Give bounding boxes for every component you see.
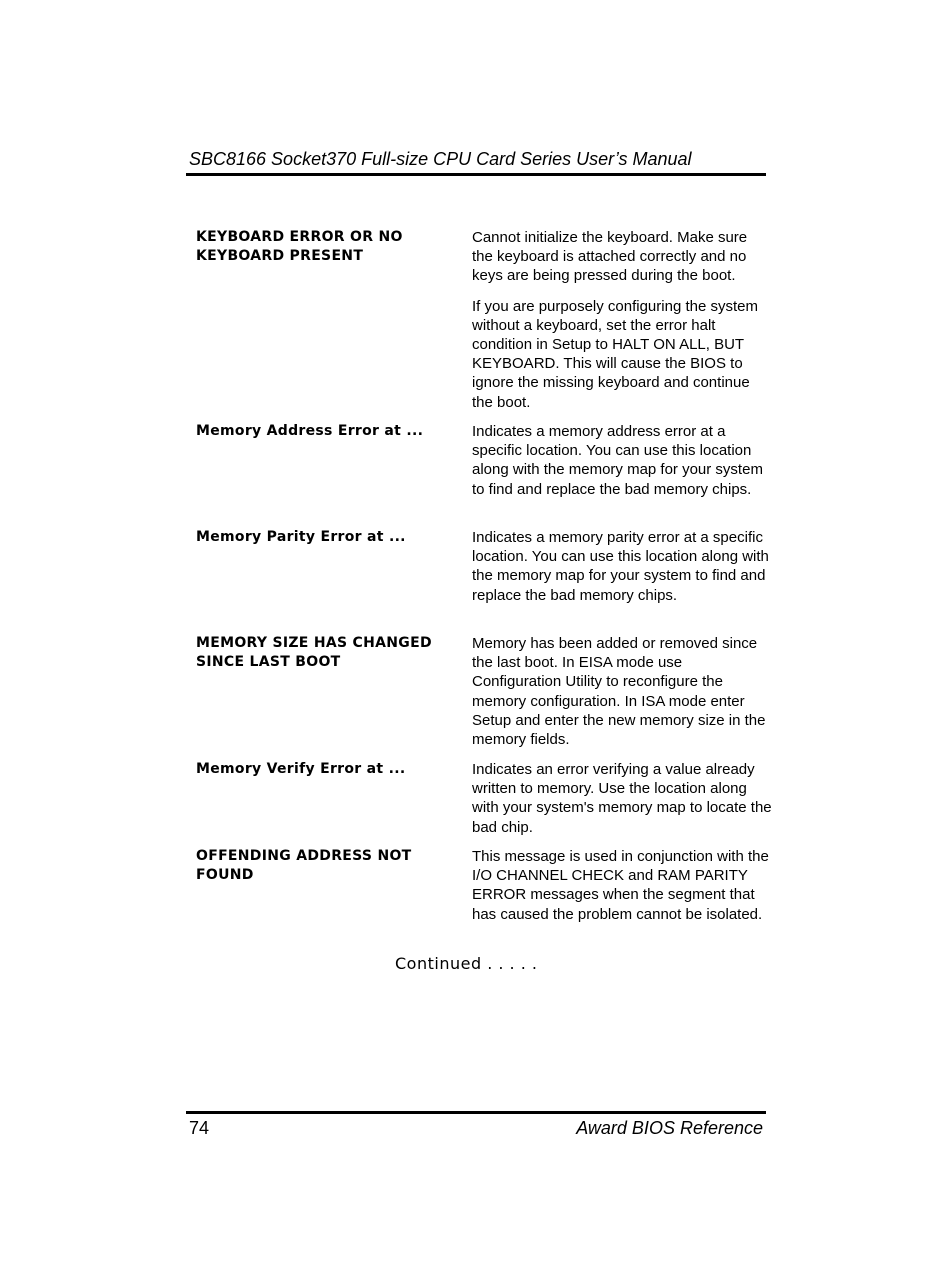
description-paragraph: Indicates an error verifying a value already written to memory. Use the location along with your system's memory map to locate the bad chip. <box>472 761 772 836</box>
footer-divider <box>186 1111 766 1114</box>
description-paragraph: This message is used in conjunction with the I/O CHANNEL CHECK and RAM PARITY ERROR messages when the segment that has caused the problem cannot be isolated. <box>472 848 769 923</box>
page-footer-title: Award BIOS Reference <box>576 1118 763 1138</box>
entry-term: MEMORY SIZE HAS CHANGED SINCE LAST BOOT <box>196 635 432 670</box>
entry-description <box>472 634 772 760</box>
description-paragraph: Cannot initialize the keyboard. Make sure the keyboard is attached correctly and no keys are being pressed during the boot. <box>472 229 748 285</box>
entry-term: OFFENDING ADDRESS NOT FOUND <box>196 848 412 883</box>
description-paragraph: Memory has been added or removed since the last boot. In EISA mode use Configuration Utility to reconfigure the memory configuration. In ISA mode enter Setup and enter the new memory size in the memory fields. <box>472 635 766 749</box>
entry-description <box>472 847 772 935</box>
entry-description <box>472 228 772 423</box>
page-header-title: SBC8166 Socket370 Full-size CPU Card Series User’s Manual <box>189 149 692 169</box>
entry-term: KEYBOARD ERROR OR NO KEYBOARD PRESENT <box>196 229 403 264</box>
continued-label: Continued . . . . . <box>395 954 538 973</box>
entry-term: Memory Verify Error at ... <box>196 761 406 777</box>
description-paragraph: Indicates a memory address error at a specific location. You can use this location along with the memory map for your system to find and replace the bad memory chips. <box>472 423 763 498</box>
entry-description <box>472 422 772 510</box>
entry-term: Memory Address Error at ... <box>196 423 424 439</box>
page-number: 74 <box>189 1118 210 1138</box>
entry-description <box>472 528 772 616</box>
entry-description <box>472 760 772 848</box>
description-paragraph: If you are purposely configuring the system without a keyboard, set the error halt condition in Setup to HALT ON ALL, BUT KEYBOARD. This will cause the BIOS to ignore the missing keyboard and continue the boot. <box>472 297 758 411</box>
header-divider <box>186 173 766 176</box>
entry-term: Memory Parity Error at ... <box>196 529 406 545</box>
description-paragraph: Indicates a memory parity error at a specific location. You can use this location along with the memory map for your system to find and replace the bad memory chips. <box>472 529 769 604</box>
